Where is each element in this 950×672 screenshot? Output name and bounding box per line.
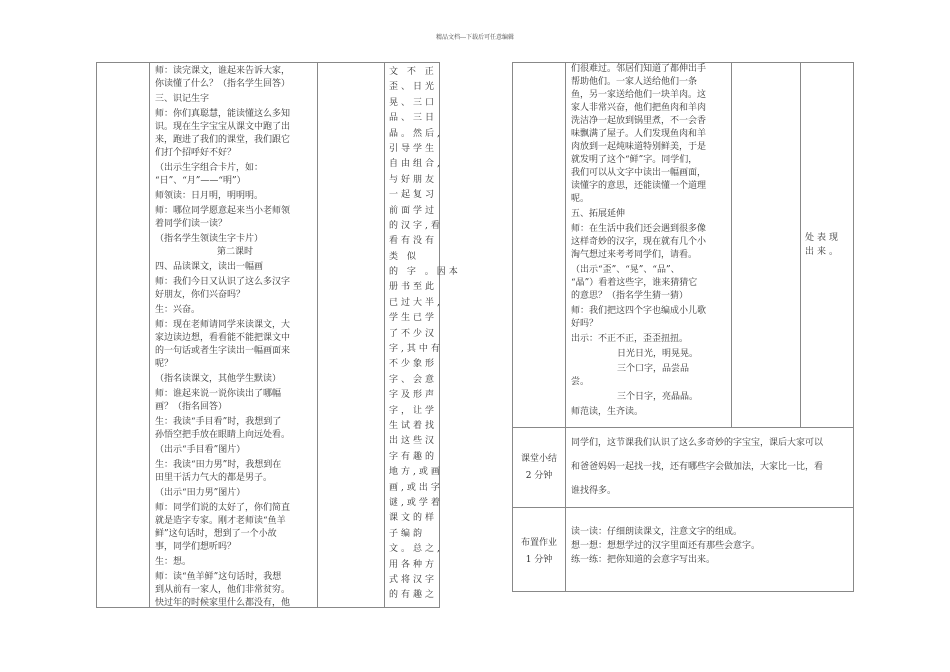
process-line: 师：我们把这四个字也编成小儿歌 — [571, 306, 707, 316]
process-line: 肉放到一起炖味道特别鲜美，于是 — [571, 142, 707, 152]
process-line: 师：我们今日又认识了这么多汉字 — [155, 277, 291, 287]
process-line: 孙悟空把手放在眼睛上向远处看。 — [155, 430, 291, 440]
process-line: 师：同学们说的太好了，你们简直 — [155, 503, 291, 513]
summary-line: 和爸爸妈妈一起找一找，还有哪些字会做加法，大家比一比，看 — [571, 462, 824, 472]
process-line: 日光日光，明晃晃。 — [617, 349, 699, 359]
process-line: 们很难过。邻居们知道了都伸出手 — [571, 64, 707, 74]
process-line: 师范读，生齐读。 — [571, 407, 644, 417]
homework-line: 练一练：把你知道的会意字写出来。 — [571, 555, 716, 565]
process-line: 师：哪位同学愿意起来当小老师领 — [155, 206, 291, 216]
intent-line: 的 字 。因本 — [389, 267, 461, 278]
process-line: 味飘满了屋子。人们发现鱼肉和羊 — [571, 129, 707, 139]
process-line: 你读懂了什么？（指名学生回答） — [155, 79, 291, 89]
process-line: （出示“田力男”图片） — [155, 488, 246, 498]
process-line: 洗洁净一起放到锅里煮，不一会香 — [571, 116, 707, 126]
column-divider — [731, 63, 732, 427]
summary-time: 2 分钟 — [525, 471, 553, 481]
summary-label: 课堂小结 — [520, 454, 557, 464]
intent-line: 自由组合, — [389, 159, 443, 170]
process-line: （出示“手目看”图片） — [155, 445, 246, 455]
intent-line: 的有趣之 — [389, 590, 438, 601]
process-line: 们打个招呼好不好？ — [155, 148, 237, 158]
summary-line: 同学们，这节课我们认识了这么多奇妙的字宝宝，课后大家可以 — [571, 438, 824, 448]
process-line: 家人非常兴奋，他们把鱼肉和羊肉 — [571, 103, 707, 113]
process-line: 快过年的时候家里什么都没有，他 — [155, 598, 291, 608]
process-line: （指名读课文，其他学生默读） — [155, 374, 282, 384]
intent-line: 前面学过 — [389, 205, 438, 216]
homework-line: 想一想：想想学过的汉字里面还有那些会意字。 — [571, 541, 761, 551]
summary-line: 谁找得多。 — [571, 486, 617, 496]
intent-line: 文。总之, — [389, 544, 443, 555]
intent-line: 品、三日 — [389, 113, 438, 124]
intent-line: 字,其中有 — [389, 344, 443, 355]
process-line: 三个日字，亮晶晶。 — [617, 392, 699, 402]
process-line: 的一句话或者生字读出一幅画面来 — [155, 346, 291, 356]
process-line: 就发明了这个“鲜”字。同学们， — [571, 155, 698, 165]
homework-text — [571, 525, 849, 567]
process-line: （出示生字组合卡片，如： — [155, 163, 264, 173]
column-divider — [565, 427, 566, 591]
process-line: 三个口字，品尝品 — [617, 364, 690, 374]
process-line: 淘气想过来考考同学们，请看。 — [571, 250, 698, 260]
intent-line: 不少象形 — [389, 359, 438, 370]
process-line: 师：谁起来说一说你读出了哪幅 — [155, 389, 282, 399]
process-line: 读懂字的意思，还能读懂一个道理 — [571, 181, 707, 191]
intent-line: 字及形声 — [389, 390, 438, 401]
column-divider — [800, 63, 801, 427]
intent-line: 类 似 — [389, 251, 419, 262]
homework-label: 布置作业 — [520, 538, 557, 548]
process-line: 来，跑进了我们的课堂，我们跟它 — [155, 135, 291, 145]
process-line: 我们可以从文字中读出一幅画面， — [571, 168, 707, 178]
process-line: （指名学生领读生字卡片） — [155, 234, 264, 244]
process-line: 师：在生活中我们还会遇到很多像 — [571, 224, 707, 234]
process-line: 出示：不正不正，歪歪扭扭。 — [571, 334, 689, 344]
column-divider — [317, 63, 318, 607]
teaching-process-text — [155, 65, 315, 610]
intent-line: 看有没有 — [389, 236, 438, 247]
process-line: 帮助他们。一家人送给他们一条 — [571, 77, 698, 87]
design-intent-continuation: 处表现出来。 — [805, 233, 842, 257]
intent-line: 字，让学 — [389, 405, 438, 416]
process-line: （出示“歪”、“晃”、“品”、 — [571, 265, 680, 275]
intent-line: 晶。然后, — [389, 128, 443, 139]
process-line: 呢。 — [571, 194, 590, 204]
process-line: 生：兴奋。 — [155, 305, 201, 315]
intent-line: 与好朋友 — [389, 174, 438, 185]
column-divider — [149, 63, 150, 607]
intent-line: 出这些汉 — [389, 436, 438, 447]
process-line: 生：我读“田力男”时，我想到在 — [155, 460, 282, 470]
process-line: “晶”）看着这些字，谁来猜猜它 — [571, 278, 698, 288]
process-line: 生：想。 — [155, 557, 192, 567]
intent-line: 字有趣的 — [389, 451, 438, 462]
design-intent-text — [389, 65, 461, 604]
intent-line: 生试着找 — [389, 420, 438, 431]
process-line: 师：读“鱼羊鲜”这句话时，我想 — [155, 572, 282, 582]
page-header: 精品文档---下载后可任意编辑 — [435, 34, 515, 41]
intent-line: 了不少汉 — [389, 328, 438, 339]
process-line: 家边读边想，看看能不能把课文中 — [155, 333, 291, 343]
intent-line: 文 不 正 — [389, 67, 437, 77]
process-line: 四、品读课文，读出一幅画 — [155, 262, 264, 272]
column-divider — [384, 63, 385, 607]
process-line: 鱼，另一家送给他们一块羊肉。这 — [571, 90, 707, 100]
intent-line: 谜,或学着 — [389, 497, 443, 508]
intent-line: 已过大半, — [389, 297, 443, 308]
process-line: “日”、“月”——“明”） — [155, 176, 246, 186]
left-page-table — [96, 62, 461, 608]
homework-time: 1 分钟 — [525, 555, 553, 565]
process-line: 好吗？ — [571, 319, 599, 329]
summary-label-block — [513, 453, 565, 483]
process-line: 尝。 — [571, 377, 590, 387]
process-line: 这样奇妙的汉字，现在就有几个小 — [571, 237, 707, 247]
process-line: 事，同学们想听吗？ — [155, 542, 237, 552]
process-line: 到从前有一家人，他们非常贫穷。 — [155, 585, 291, 595]
intent-line: 地方,或画 — [389, 467, 443, 478]
process-line: 识。现在生字宝宝从课文中跑了出 — [155, 122, 291, 132]
intent-line: 学生已学 — [389, 313, 438, 324]
process-line: 的意思？（指名学生猜一猜） — [571, 291, 689, 301]
column-divider — [565, 63, 566, 427]
intent-line: 册书至此 — [389, 282, 438, 293]
process-line: 好朋友，你们兴奋吗？ — [155, 290, 246, 300]
intent-line: 课文的样 — [389, 513, 438, 524]
summary-text — [571, 431, 849, 503]
design-intent-text — [805, 231, 849, 259]
intent-line: 引导学生 — [389, 143, 438, 154]
process-line: 田里干活力气大的都是男子。 — [155, 473, 273, 483]
intent-line: 式将汉字 — [389, 574, 438, 585]
teaching-process-text — [571, 63, 729, 419]
process-line: 第二课时 — [216, 247, 253, 257]
intent-line: 歪、日光 — [389, 82, 438, 93]
row-divider — [513, 427, 853, 428]
intent-line: 用各种方 — [389, 559, 438, 570]
intent-line: 一起复习 — [389, 190, 438, 201]
process-line: 五、拓展延伸 — [571, 209, 626, 219]
process-line: 师：你们真聪慧，能读懂这么多知 — [155, 109, 291, 119]
right-page-table — [512, 62, 854, 592]
process-line: 三、识记生字 — [155, 94, 210, 104]
row-divider — [513, 507, 853, 508]
intent-line: 晃、三口 — [389, 97, 438, 108]
homework-line: 读一读：仔细朗读课文，注意文字的组成。 — [571, 527, 743, 537]
process-line: 画？（指名回答） — [155, 402, 228, 412]
intent-line: 的汉字,看 — [389, 220, 443, 231]
intent-line: 画,或出字 — [389, 482, 443, 493]
process-line: 师：现在老师请同学来读课文，大 — [155, 320, 291, 330]
process-line: 生：我读“手目看”时，我想到了 — [155, 417, 282, 427]
intent-line: 字、会意 — [389, 374, 438, 385]
process-line: 师：读完课文，谁起来告诉大家， — [155, 66, 291, 76]
homework-label-block — [513, 537, 565, 567]
process-line: 师领读：日月明，明明明。 — [155, 191, 264, 201]
process-line: 就是造字专家。刚才老师读“鱼羊 — [155, 516, 286, 526]
process-line: 着同学们读一读？ — [155, 219, 228, 229]
process-line: 呢？ — [155, 359, 174, 369]
process-line: 鲜”这句话时，想到了一个小故 — [155, 529, 277, 539]
intent-line: 子编韵 — [389, 528, 426, 539]
